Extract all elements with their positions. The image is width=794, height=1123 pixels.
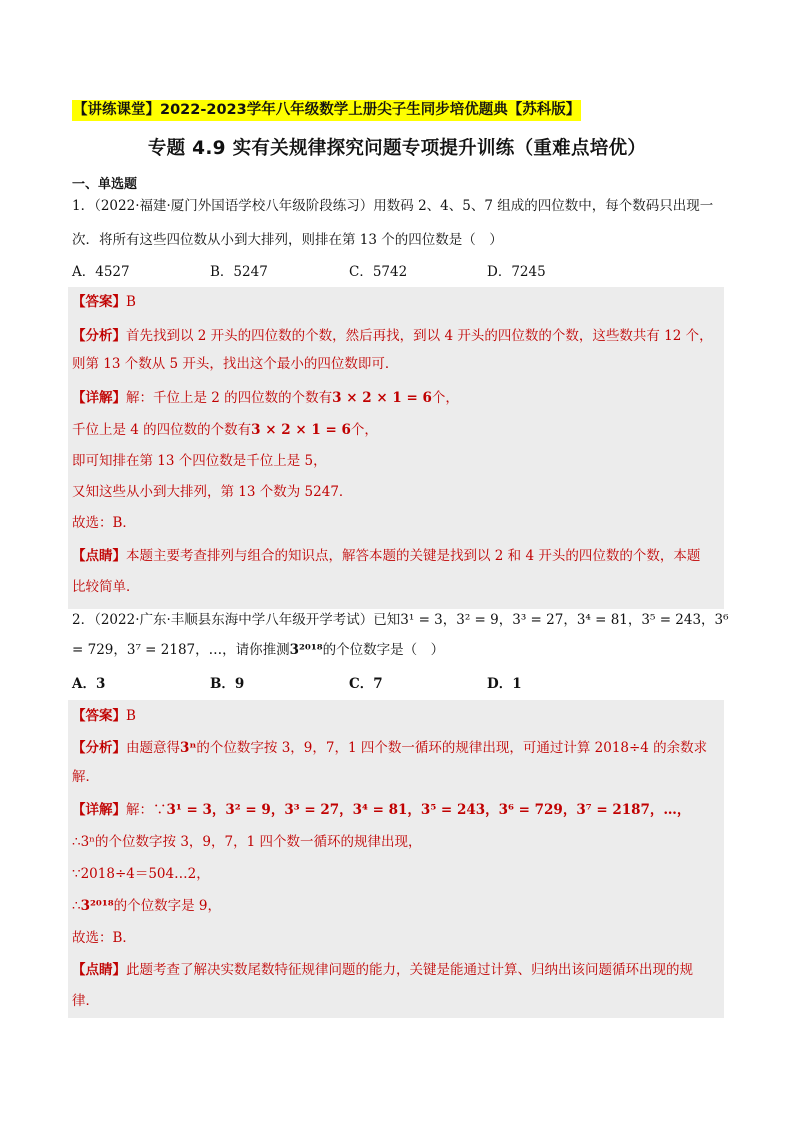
detail-math: 3 × 2 × 1 = 6 [251,422,351,438]
q1-detail-line4: 又知这些从小到大排列，第 13 个数为 5247． [72,484,353,500]
comment-tag: 【点睛】 [72,548,126,564]
q1-option-c: C．5742 [349,264,408,280]
section-label: 一、单选题 [72,177,138,192]
q2-detail-line3: ∵2018÷4＝504…2， [72,866,210,882]
stem-math: = 729，3⁷ = 2187，…， [72,642,236,658]
q1-detail-line1 [72,388,459,408]
comment-text: 此题考查了解决实数尾数特征规律问题的能力，关键是能通过计算、归纳出该问题循环出现的规 [126,962,693,978]
answer-tag: 【答案】 [72,708,126,724]
detail-tag: 【详解】 [72,802,126,818]
q1-answer [72,292,136,312]
q1-option-a: A．4527 [72,264,130,280]
q2-stem-line2 [72,640,444,660]
detail-text: 个， [350,422,378,438]
q1-analysis-line2: 则第 13 个数从 5 开头，找出这个最小的四位数即可． [72,356,399,372]
q2-detail-line5: 故选：B． [72,930,136,946]
analysis-power: 3ⁿ [180,740,197,756]
q1-comment-line2: 比较简单． [72,579,140,595]
stem-math: 3¹ = 3，3² = 9，3³ = 27，3⁴ = 81，3⁵ = 243，3⁶ [400,612,729,628]
q2-stem-line1 [72,610,729,630]
comment-text: 本题主要考查排列与组合的知识点，解答本题的关键是找到以 2 和 4 开头的四位数的个数，本题 [126,548,701,564]
q1-detail-line5: 故选：B． [72,515,136,531]
analysis-tag: 【分析】 [72,740,126,756]
detail-text: 解：∵ [126,802,167,818]
detail-math: 3 × 2 × 1 = 6 [332,390,432,406]
q1-stem-line1: 1．（2022·福建·厦门外国语学校八年级阶段练习）用数码 2、4、5、7 组成的四位数中，每个数码只出现一 [72,198,714,214]
q2-detail-line4 [72,896,221,916]
stem-text: 请你推测 [235,642,290,658]
q1-comment-line1 [72,546,700,566]
stem-text: 2．（2022·广东·丰顺县东海中学八年级开学考试）已知 [72,612,401,628]
q1-option-d: D．7245 [487,264,546,280]
detail-text: ∴ [72,898,81,914]
detail-math: 3¹ = 3，3² = 9，3³ = 27，3⁴ = 81，3⁵ = 243，3⁶ = 729，3⁷ = 2187，…， [166,802,691,818]
q1-analysis-line1 [72,326,713,346]
analysis-text: 首先找到以 2 开头的四位数的个数，然后再找，到以 4 开头的四位数的个数，这些数共有 12 个， [126,328,713,344]
q2-analysis-line2: 解． [72,769,99,785]
q2-detail-line2 [72,832,421,852]
stem-text: 的个位数字是（ ） [322,642,445,658]
q2-option-b: B．9 [210,676,245,692]
answer-value: B [126,294,136,310]
analysis-text: 的个位数字按 3，9，7，1 四个数一循环的规律出现，可通过计算 2018÷4 的余数求 [196,740,708,756]
q2-option-a: A．3 [72,676,106,692]
detail-power: ∴3ⁿ [72,834,96,850]
answer-tag: 【答案】 [72,294,126,310]
q1-stem-line2: 次．将所有这些四位数从小到大排列，则排在第 13 个的四位数是（ ） [72,232,503,248]
detail-tag: 【详解】 [72,390,126,406]
q2-option-d: D．1 [487,676,522,692]
analysis-text: 由题意得 [126,740,180,756]
q2-option-c: C．7 [349,676,383,692]
q2-comment-line1 [72,960,693,980]
answer-value: B [126,708,136,724]
series-banner: 【讲练课堂】2022-2023学年八年级数学上册尖子生同步培优题典【苏科版】 [72,100,581,121]
q2-comment-line2: 律． [72,993,99,1009]
analysis-tag: 【分析】 [72,328,126,344]
detail-text: 个， [431,390,459,406]
detail-power: 3²⁰¹⁸ [80,898,114,914]
q2-answer [72,706,136,726]
detail-text: 解：千位上是 2 的四位数的个数有 [126,390,333,406]
detail-text: 的个位数字按 3，9，7，1 四个数一循环的规律出现， [95,834,422,850]
comment-tag: 【点睛】 [72,962,126,978]
q2-analysis-line1 [72,738,707,758]
detail-text: 千位上是 4 的四位数的个数有 [72,422,252,438]
detail-text: 的个位数字是 9， [113,898,222,914]
stem-power: 3²⁰¹⁸ [289,642,323,658]
q1-detail-line3: 即可知排在第 13 个四位数是千位上是 5， [72,453,327,469]
q2-detail-line1 [72,800,690,820]
q1-option-b: B．5247 [210,264,268,280]
page-title: 专题 4.9 实有关规律探究问题专项提升训练（重难点培优） [147,138,647,159]
q1-detail-line2 [72,420,378,440]
